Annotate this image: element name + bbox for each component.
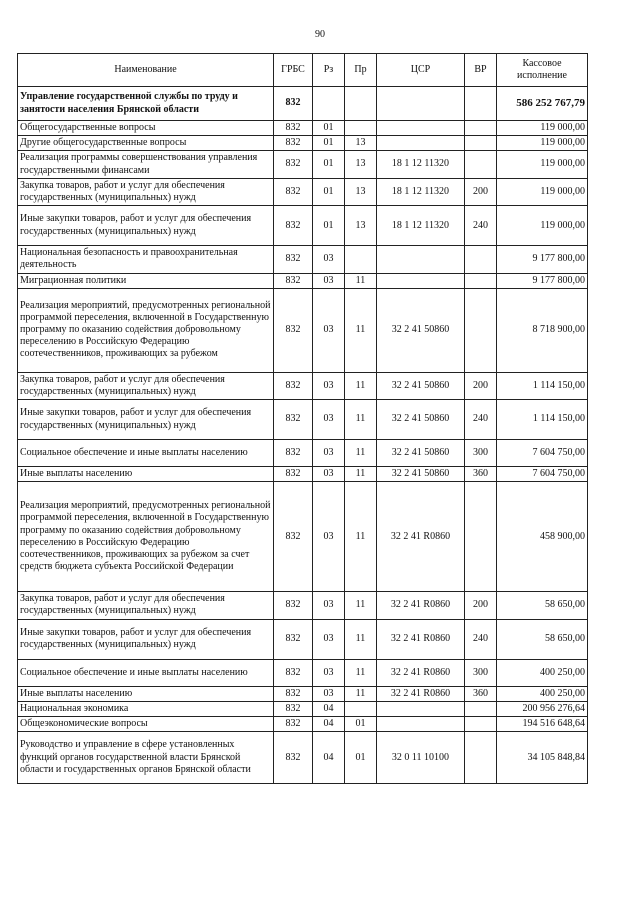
cell-amount: 200 956 276,64	[497, 701, 588, 716]
cell-grbs: 832	[274, 206, 313, 246]
cell-csr	[377, 246, 465, 273]
cell-rz: 03	[313, 288, 345, 372]
cell-name: Иные выплаты населению	[18, 467, 274, 482]
cell-vr: 360	[465, 686, 497, 701]
table-row	[18, 178, 588, 205]
cell-vr	[465, 288, 497, 372]
cell-pr: 13	[345, 136, 377, 151]
cell-pr: 11	[345, 482, 377, 592]
cell-amount: 58 650,00	[497, 592, 588, 619]
cell-grbs: 832	[274, 592, 313, 619]
cell-csr: 32 2 41 50860	[377, 400, 465, 440]
cell-amount: 58 650,00	[497, 619, 588, 659]
cell-pr	[345, 121, 377, 136]
cell-pr: 11	[345, 273, 377, 288]
cell-name: Миграционная политики	[18, 273, 274, 288]
cell-vr	[465, 246, 497, 273]
cell-csr: 18 1 12 11320	[377, 178, 465, 205]
cell-csr	[377, 717, 465, 732]
cell-csr	[377, 87, 465, 121]
cell-rz: 01	[313, 178, 345, 205]
cell-name: Национальная безопасность и правоохранительная деятельность	[18, 246, 274, 273]
cell-pr	[345, 87, 377, 121]
table-row	[18, 246, 588, 273]
cell-grbs: 832	[274, 467, 313, 482]
cell-vr: 300	[465, 440, 497, 467]
cell-rz: 01	[313, 121, 345, 136]
table-row	[18, 206, 588, 246]
cell-grbs: 832	[274, 136, 313, 151]
cell-csr: 32 2 41 R0860	[377, 659, 465, 686]
cell-pr: 11	[345, 440, 377, 467]
cell-csr	[377, 273, 465, 288]
cell-amount: 7 604 750,00	[497, 440, 588, 467]
cell-vr: 240	[465, 400, 497, 440]
cell-vr: 360	[465, 467, 497, 482]
cell-grbs: 832	[274, 440, 313, 467]
cell-grbs: 832	[274, 288, 313, 372]
cell-rz: 03	[313, 482, 345, 592]
cell-name: Иные закупки товаров, работ и услуг для обеспечения государственных (муниципальных) нужд	[18, 400, 274, 440]
table-row	[18, 592, 588, 619]
cell-csr: 32 2 41 50860	[377, 440, 465, 467]
budget-execution-table	[17, 53, 588, 784]
table-row	[18, 467, 588, 482]
cell-csr: 32 2 41 R0860	[377, 482, 465, 592]
cell-vr: 240	[465, 206, 497, 246]
cell-rz	[313, 87, 345, 121]
cell-csr: 32 2 41 R0860	[377, 686, 465, 701]
cell-vr	[465, 717, 497, 732]
table-row	[18, 659, 588, 686]
table-row	[18, 288, 588, 372]
cell-name: Управление государственной службы по труду и занятости населения Брянской области	[18, 87, 274, 121]
header-rz: Рз	[313, 54, 345, 87]
cell-rz: 04	[313, 732, 345, 784]
cell-rz: 01	[313, 151, 345, 178]
cell-pr: 01	[345, 717, 377, 732]
cell-pr: 11	[345, 288, 377, 372]
cell-name: Реализация программы совершенствования управления государственными финансами	[18, 151, 274, 178]
cell-name: Социальное обеспечение и иные выплаты населению	[18, 440, 274, 467]
cell-vr: 240	[465, 619, 497, 659]
cell-csr: 18 1 12 11320	[377, 151, 465, 178]
table-row	[18, 136, 588, 151]
cell-name: Реализация мероприятий, предусмотренных региональной программой переселения, включенной в Государственную программу по оказанию содействия добровольному переселению в Российскую Федерацию соотечественников, проживающих за рубежом	[18, 288, 274, 372]
cell-grbs: 832	[274, 121, 313, 136]
cell-rz: 03	[313, 659, 345, 686]
cell-vr: 300	[465, 659, 497, 686]
cell-amount: 586 252 767,79	[497, 87, 588, 121]
cell-pr: 11	[345, 372, 377, 399]
cell-amount: 1 114 150,00	[497, 400, 588, 440]
cell-amount: 119 000,00	[497, 206, 588, 246]
cell-amount: 119 000,00	[497, 136, 588, 151]
cell-csr: 32 2 41 50860	[377, 467, 465, 482]
cell-pr: 13	[345, 151, 377, 178]
cell-name: Другие общегосударственные вопросы	[18, 136, 274, 151]
cell-amount: 9 177 800,00	[497, 246, 588, 273]
cell-csr: 32 2 41 50860	[377, 372, 465, 399]
cell-vr: 200	[465, 372, 497, 399]
cell-amount: 400 250,00	[497, 659, 588, 686]
header-vr: ВР	[465, 54, 497, 87]
cell-pr: 11	[345, 400, 377, 440]
cell-grbs: 832	[274, 178, 313, 205]
cell-pr: 11	[345, 619, 377, 659]
cell-vr	[465, 121, 497, 136]
cell-rz: 03	[313, 592, 345, 619]
cell-vr: 200	[465, 178, 497, 205]
cell-csr: 32 0 11 10100	[377, 732, 465, 784]
cell-rz: 01	[313, 206, 345, 246]
cell-grbs: 832	[274, 151, 313, 178]
cell-amount: 119 000,00	[497, 151, 588, 178]
cell-vr	[465, 482, 497, 592]
cell-grbs: 832	[274, 372, 313, 399]
cell-vr	[465, 273, 497, 288]
cell-csr: 32 2 41 R0860	[377, 619, 465, 659]
table-row	[18, 686, 588, 701]
cell-grbs: 832	[274, 246, 313, 273]
cell-name: Закупка товаров, работ и услуг для обеспечения государственных (муниципальных) нужд	[18, 178, 274, 205]
cell-rz: 03	[313, 246, 345, 273]
cell-name: Закупка товаров, работ и услуг для обеспечения государственных (муниципальных) нужд	[18, 592, 274, 619]
header-name: Наименование	[18, 54, 274, 87]
table-row	[18, 400, 588, 440]
cell-vr: 200	[465, 592, 497, 619]
cell-grbs: 832	[274, 400, 313, 440]
table-row	[18, 273, 588, 288]
cell-vr	[465, 87, 497, 121]
table-header	[18, 54, 588, 87]
cell-name: Общеэкономические вопросы	[18, 717, 274, 732]
cell-pr: 13	[345, 178, 377, 205]
cell-amount: 7 604 750,00	[497, 467, 588, 482]
cell-amount: 194 516 648,64	[497, 717, 588, 732]
cell-name: Социальное обеспечение и иные выплаты населению	[18, 659, 274, 686]
header-grbs: ГРБС	[274, 54, 313, 87]
cell-csr	[377, 136, 465, 151]
table-row	[18, 372, 588, 399]
cell-rz: 01	[313, 136, 345, 151]
cell-csr	[377, 121, 465, 136]
cell-grbs: 832	[274, 686, 313, 701]
cell-pr: 11	[345, 592, 377, 619]
cell-rz: 03	[313, 440, 345, 467]
cell-name: Иные закупки товаров, работ и услуг для обеспечения государственных (муниципальных) нужд	[18, 206, 274, 246]
cell-csr: 32 2 41 50860	[377, 288, 465, 372]
table-row	[18, 717, 588, 732]
cell-amount: 9 177 800,00	[497, 273, 588, 288]
cell-csr: 18 1 12 11320	[377, 206, 465, 246]
cell-rz: 03	[313, 273, 345, 288]
table-row	[18, 482, 588, 592]
cell-grbs: 832	[274, 701, 313, 716]
cell-vr	[465, 136, 497, 151]
cell-name: Иные закупки товаров, работ и услуг для обеспечения государственных (муниципальных) нужд	[18, 619, 274, 659]
cell-pr: 11	[345, 659, 377, 686]
cell-pr: 01	[345, 732, 377, 784]
cell-pr	[345, 246, 377, 273]
cell-csr	[377, 701, 465, 716]
cell-name: Руководство и управление в сфере установленных функций органов государственной власти Брянской области и государственных органов Брянской области	[18, 732, 274, 784]
cell-pr: 11	[345, 686, 377, 701]
cell-csr: 32 2 41 R0860	[377, 592, 465, 619]
cell-pr	[345, 701, 377, 716]
cell-name: Реализация мероприятий, предусмотренных региональной программой переселения, включенной в Государственную программу по оказанию содействия добровольному переселению в Российскую Федерацию соотечественников, проживающих за рубежом за счет средств бюджета субъекта Российской Федерации	[18, 482, 274, 592]
cell-rz: 03	[313, 686, 345, 701]
table-row	[18, 701, 588, 716]
cell-pr: 11	[345, 467, 377, 482]
cell-rz: 04	[313, 717, 345, 732]
cell-rz: 03	[313, 400, 345, 440]
table-row	[18, 619, 588, 659]
header-amount: Кассовое исполнение	[497, 54, 588, 87]
cell-amount: 119 000,00	[497, 178, 588, 205]
cell-amount: 8 718 900,00	[497, 288, 588, 372]
table-row	[18, 87, 588, 121]
cell-rz: 03	[313, 372, 345, 399]
cell-rz: 03	[313, 467, 345, 482]
table-body	[18, 87, 588, 784]
cell-name: Общегосударственные вопросы	[18, 121, 274, 136]
cell-amount: 34 105 848,84	[497, 732, 588, 784]
cell-amount: 1 114 150,00	[497, 372, 588, 399]
cell-amount: 458 900,00	[497, 482, 588, 592]
cell-vr	[465, 151, 497, 178]
cell-grbs: 832	[274, 717, 313, 732]
page-number: 90	[315, 29, 325, 40]
cell-name: Закупка товаров, работ и услуг для обеспечения государственных (муниципальных) нужд	[18, 372, 274, 399]
table-row	[18, 121, 588, 136]
cell-grbs: 832	[274, 619, 313, 659]
cell-grbs: 832	[274, 87, 313, 121]
table-row	[18, 151, 588, 178]
cell-vr	[465, 701, 497, 716]
header-csr: ЦСР	[377, 54, 465, 87]
cell-grbs: 832	[274, 659, 313, 686]
cell-pr: 13	[345, 206, 377, 246]
table-row	[18, 732, 588, 784]
cell-grbs: 832	[274, 482, 313, 592]
header-pr: Пр	[345, 54, 377, 87]
cell-grbs: 832	[274, 732, 313, 784]
cell-rz: 04	[313, 701, 345, 716]
cell-amount: 400 250,00	[497, 686, 588, 701]
table-row	[18, 440, 588, 467]
cell-rz: 03	[313, 619, 345, 659]
cell-name: Национальная экономика	[18, 701, 274, 716]
cell-grbs: 832	[274, 273, 313, 288]
cell-name: Иные выплаты населению	[18, 686, 274, 701]
cell-amount: 119 000,00	[497, 121, 588, 136]
cell-vr	[465, 732, 497, 784]
